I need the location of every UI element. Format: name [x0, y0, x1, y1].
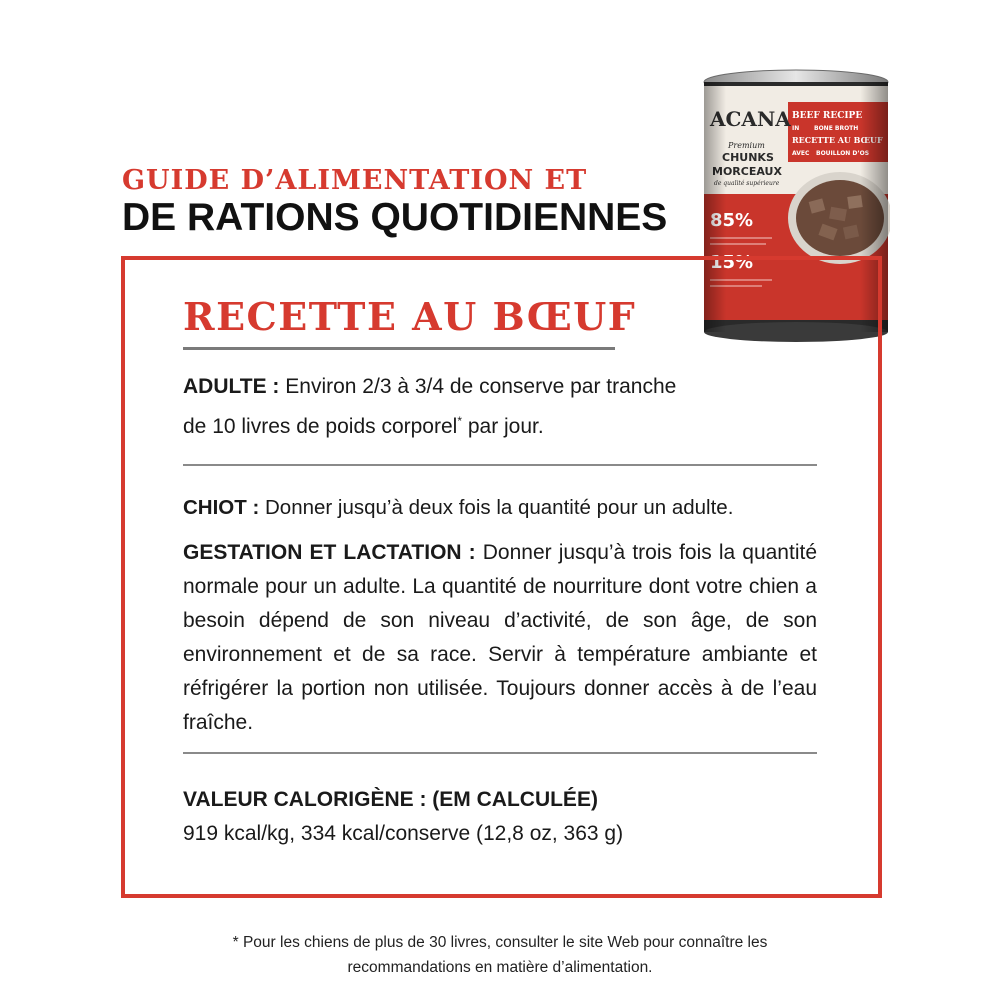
calorie-value: 919 kcal/kg, 334 kcal/conserve (12,8 oz, 363 g) — [183, 822, 624, 845]
calorie-label-suffix: (EM CALCULÉE) — [426, 788, 598, 811]
footnote-line-1: * Pour les chiens de plus de 30 livres, consulter le site Web pour connaître les — [232, 934, 768, 951]
section-divider — [183, 464, 817, 466]
header-subtitle: GUIDE D’ALIMENTATION ET — [122, 165, 588, 196]
puppy-text: Donner jusqu’à deux fois la quantité pour un adulte. — [259, 496, 734, 519]
title-divider — [183, 347, 615, 350]
adult-text-end: par jour. — [462, 415, 544, 438]
adult-text: Environ 2/3 à 3/4 de conserve par tranche de 10 livres de poids corporel — [183, 375, 677, 438]
gestation-label: GESTATION ET LACTATION : — [183, 541, 476, 564]
adult-label: ADULTE : — [183, 375, 280, 398]
adult-instructions — [183, 370, 703, 444]
page-title: DE RATIONS QUOTIDIENNES — [122, 196, 668, 239]
gestation-text: Donner jusqu’à trois fois la quantité normale pour un adulte. La quantité de nourriture dont votre chien a besoin dépend de son niveau d’activité, de son âge, de son environnement et de sa race. Servir à température ambiante et réfrigérer la portion non utilisée. Toujours donner accès à de l’eau fraîche. — [183, 541, 817, 734]
adult-footnote-marker: * — [457, 414, 462, 428]
puppy-instructions — [183, 491, 823, 525]
section-divider — [183, 752, 817, 754]
calorie-label-line — [183, 783, 823, 817]
footnote-line-2: recommandations en matière d’alimentation. — [347, 959, 653, 976]
footnote — [150, 930, 850, 980]
recipe-title: RECETTE AU BŒUF — [183, 294, 637, 339]
gestation-instructions — [183, 536, 817, 740]
puppy-label: CHIOT : — [183, 496, 260, 519]
calorie-label: VALEUR CALORIGÈNE : — [183, 788, 427, 811]
